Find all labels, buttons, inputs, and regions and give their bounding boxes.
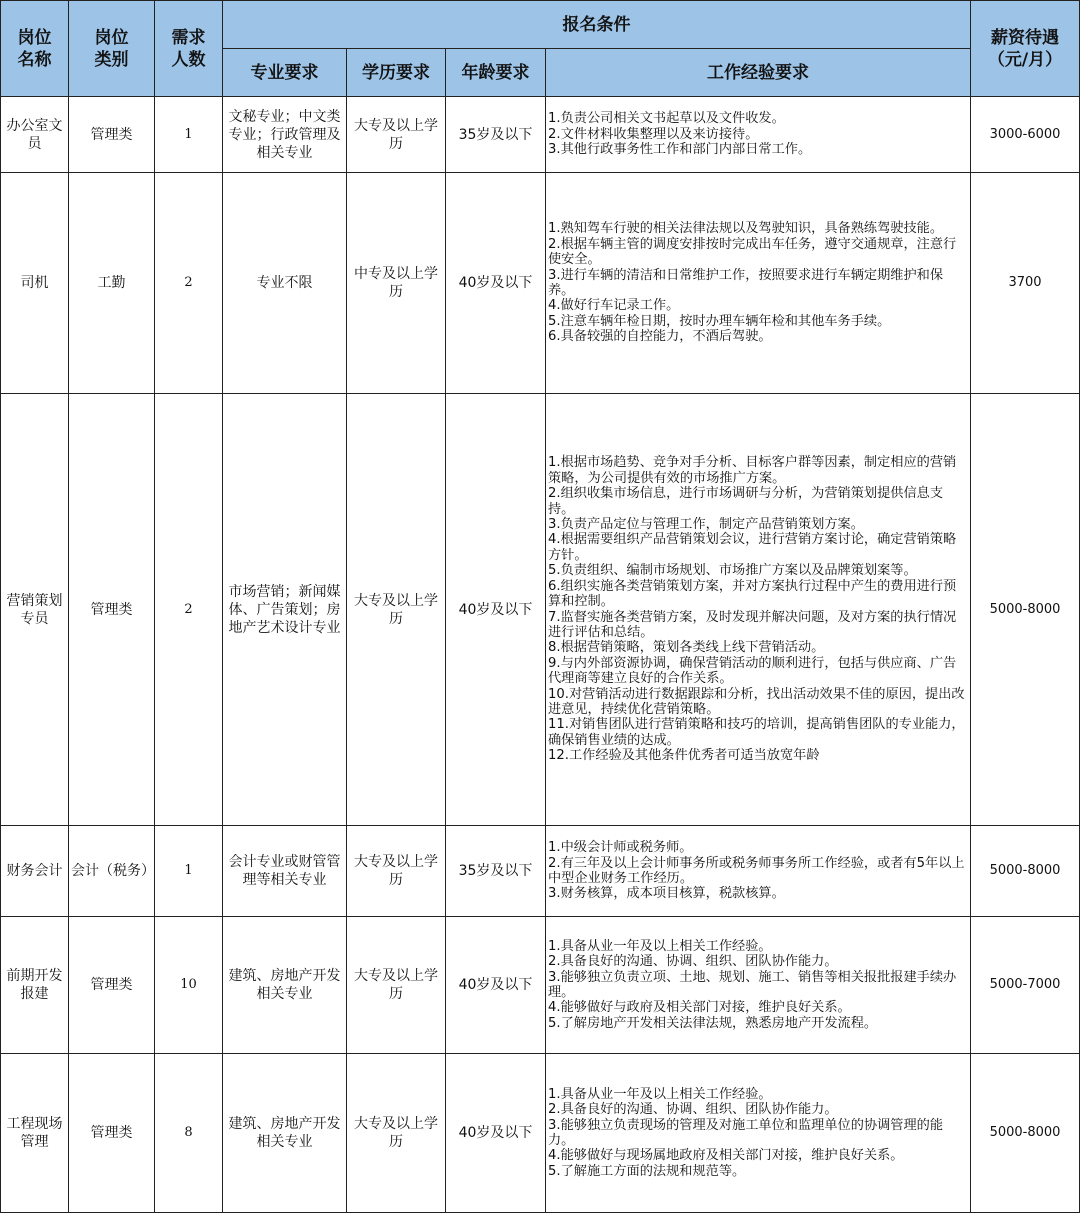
experience-line: 1.具备从业一年及以上相关工作经验。	[548, 1086, 772, 1102]
experience-line: 3.能够独立负责立项、土地、规划、施工、销售等相关报批报建手续办理。	[548, 969, 957, 1000]
experience-line: 3.进行车辆的清洁和日常维护工作，按照要求进行车辆定期维护和保养。	[548, 267, 944, 298]
cell-experience	[546, 394, 971, 826]
experience-line: 5.注意车辆年检日期，按时办理车辆年检和其他车务手续。	[548, 313, 891, 329]
table-body	[1, 97, 1080, 1213]
cell-salary: 5000-7000	[971, 917, 1080, 1054]
experience-line: 1.负责公司相关文书起草以及文件收发。	[548, 111, 785, 127]
experience-line: 11.对销售团队进行营销策略和技巧的培训，提高销售团队的专业能力，确保销售业绩的达成。	[548, 717, 965, 748]
cell-headcount: 2	[155, 394, 223, 826]
cell-major: 建筑、房地产开发相关专业	[223, 917, 347, 1054]
cell-age: 40岁及以下	[446, 1054, 546, 1213]
experience-line: 1.根据市场趋势、竞争对手分析、目标客户群等因素，制定相应的营销策略，为公司提供有效的市场推广方案。	[548, 455, 957, 486]
cell-position-name: 司机	[1, 173, 69, 394]
experience-line: 9.与内外部资源协调，确保营销活动的顺利进行，包括与供应商、广告代理商等建立良好的合作关系。	[548, 655, 957, 687]
cell-age: 40岁及以下	[446, 173, 546, 394]
experience-line: 7.监督实施各类营销方案，及时发现并解决问题，及对方案的执行情况进行评估和总结。	[548, 609, 957, 640]
cell-education: 中专及以上学历	[347, 173, 446, 394]
cell-salary: 3000-6000	[971, 97, 1080, 173]
table-row	[1, 826, 1080, 917]
header-requirements-group: 报名条件	[223, 1, 971, 49]
cell-experience	[546, 97, 971, 173]
experience-line: 2.具备良好的沟通、协调、组织、团队协作能力。	[548, 1102, 838, 1118]
header-major: 专业要求	[223, 49, 347, 97]
header-position-type: 岗位 类别	[69, 1, 155, 97]
cell-position-type: 管理类	[69, 97, 155, 173]
cell-experience	[546, 826, 971, 917]
experience-line: 3.能够独立负责现场的管理及对施工单位和监理单位的协调管理的能力。	[548, 1117, 944, 1148]
table-row	[1, 917, 1080, 1054]
experience-line: 5.负责组织、编制市场规划、市场推广方案以及品牌策划案等。	[548, 563, 917, 579]
experience-line: 4.能够做好与政府及相关部门对接，维护良好关系。	[548, 1000, 851, 1016]
cell-major: 会计专业或财管管理等相关专业	[223, 826, 347, 917]
cell-education: 大专及以上学历	[347, 394, 446, 826]
experience-line: 6.具备较强的自控能力，不酒后驾驶。	[548, 329, 772, 345]
cell-experience	[546, 917, 971, 1054]
cell-education: 大专及以上学历	[347, 1054, 446, 1213]
cell-salary: 3700	[971, 173, 1080, 394]
cell-headcount: 1	[155, 826, 223, 917]
experience-line: 10.对营销活动进行数据跟踪和分析，找出活动效果不佳的原因，提出改进意见，持续优化营销策略。	[548, 686, 965, 717]
cell-position-name: 营销策划专员	[1, 394, 69, 826]
header-position-name: 岗位 名称	[1, 1, 69, 97]
header-age: 年龄要求	[446, 49, 546, 97]
experience-line: 2.有三年及以上会计师事务所或税务师事务所工作经验，或者有5年以上中型企业财务工作经历。	[548, 855, 965, 886]
cell-major: 文秘专业；中文类专业；行政管理及相关专业	[223, 97, 347, 173]
cell-headcount: 10	[155, 917, 223, 1054]
cell-headcount: 8	[155, 1054, 223, 1213]
experience-line: 5.了解房地产开发相关法律法规，熟悉房地产开发流程。	[548, 1015, 878, 1031]
experience-line: 2.根据车辆主管的调度安排按时完成出车任务，遵守交通规章，注意行使安全。	[548, 236, 957, 268]
cell-position-name: 工程现场管理	[1, 1054, 69, 1213]
cell-age: 35岁及以下	[446, 97, 546, 173]
cell-position-type: 会计（税务）	[69, 826, 155, 917]
cell-position-name: 前期开发报建	[1, 917, 69, 1054]
cell-education: 大专及以上学历	[347, 826, 446, 917]
cell-position-type: 管理类	[69, 394, 155, 826]
experience-line: 1.中级会计师或税务师。	[548, 840, 693, 856]
experience-line: 2.具备良好的沟通、协调、组织、团队协作能力。	[548, 954, 838, 970]
table-header	[1, 1, 1080, 97]
cell-salary: 5000-8000	[971, 1054, 1080, 1213]
experience-line: 3.财务核算，成本项目核算，税款核算。	[548, 886, 785, 902]
experience-line: 2.组织收集市场信息，进行市场调研与分析，为营销策划提供信息支持。	[548, 486, 944, 517]
experience-line: 5.了解施工方面的法规和规范等。	[548, 1163, 746, 1179]
cell-position-name: 办公室文员	[1, 97, 69, 173]
cell-position-type: 管理类	[69, 917, 155, 1054]
experience-line: 8.根据营销策略，策划各类线上线下营销活动。	[548, 640, 825, 656]
table-row	[1, 97, 1080, 173]
cell-age: 35岁及以下	[446, 826, 546, 917]
header-experience: 工作经验要求	[546, 49, 971, 97]
experience-line: 4.能够做好与现场属地政府及相关部门对接，维护良好关系。	[548, 1148, 904, 1164]
table-row	[1, 1054, 1080, 1213]
experience-line: 12.工作经验及其他条件优秀者可适当放宽年龄	[548, 748, 820, 764]
cell-education: 大专及以上学历	[347, 97, 446, 173]
cell-major: 市场营销；新闻媒体、广告策划；房地产艺术设计专业	[223, 394, 347, 826]
experience-line: 2.文件材料收集整理以及来访接待。	[548, 126, 759, 142]
experience-line: 3.负责产品定位与管理工作，制定产品营销策划方案。	[548, 517, 864, 533]
cell-education: 大专及以上学历	[347, 917, 446, 1054]
cell-experience	[546, 1054, 971, 1213]
experience-line: 4.根据需要组织产品营销策划会议，进行营销方案讨论，确定营销策略方针。	[548, 532, 957, 563]
header-education: 学历要求	[347, 49, 446, 97]
cell-experience	[546, 173, 971, 394]
experience-line: 6.组织实施各类营销策划方案，并对方案执行过程中产生的费用进行预算和控制。	[548, 578, 957, 610]
cell-age: 40岁及以下	[446, 394, 546, 826]
cell-major: 建筑、房地产开发相关专业	[223, 1054, 347, 1213]
cell-headcount: 1	[155, 97, 223, 173]
cell-position-type: 管理类	[69, 1054, 155, 1213]
cell-salary: 5000-8000	[971, 826, 1080, 917]
experience-line: 3.其他行政事务性工作和部门内部日常工作。	[548, 142, 812, 158]
header-salary: 薪资待遇 （元/月）	[971, 1, 1080, 97]
table-row	[1, 394, 1080, 826]
header-headcount: 需求 人数	[155, 1, 223, 97]
table-row	[1, 173, 1080, 394]
cell-headcount: 2	[155, 173, 223, 394]
cell-major: 专业不限	[223, 173, 347, 394]
experience-line: 1.具备从业一年及以上相关工作经验。	[548, 938, 772, 954]
experience-line: 1.熟知驾车行驶的相关法律法规以及驾驶知识，具备熟练驾驶技能。	[548, 221, 944, 237]
cell-salary: 5000-8000	[971, 394, 1080, 826]
experience-line: 4.做好行车记录工作。	[548, 298, 680, 314]
cell-position-type: 工勤	[69, 173, 155, 394]
cell-position-name: 财务会计	[1, 826, 69, 917]
cell-age: 40岁及以下	[446, 917, 546, 1054]
